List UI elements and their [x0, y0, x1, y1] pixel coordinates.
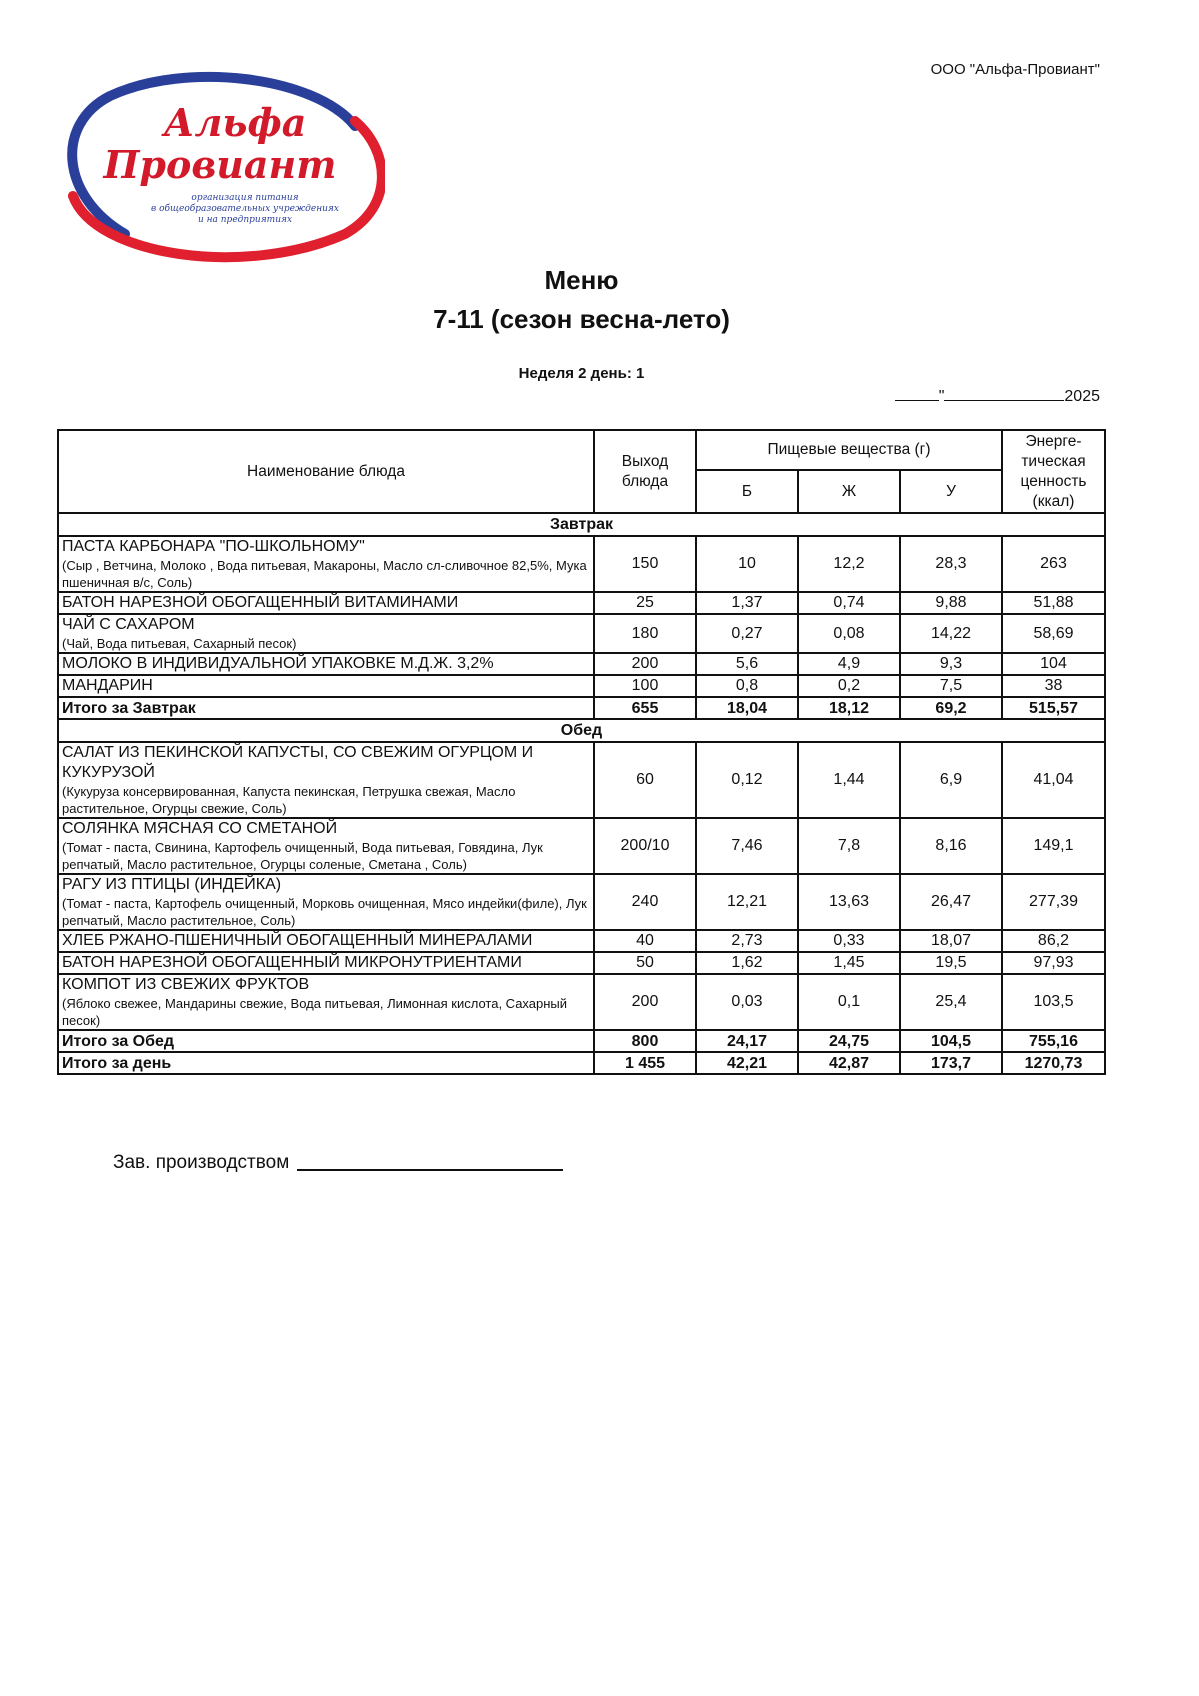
dish-zh: 12,2 — [798, 536, 900, 592]
section-total-row — [58, 1030, 1105, 1052]
section-total-u: 104,5 — [900, 1030, 1002, 1052]
col-header-output: Выход блюда — [594, 430, 696, 513]
dish-b: 0,12 — [696, 742, 798, 818]
col-header-carbs: У — [900, 470, 1002, 513]
dish-cell — [58, 653, 594, 675]
day-total-zh: 42,87 — [798, 1052, 900, 1074]
date-quote: " — [938, 388, 945, 405]
dish-cell — [58, 818, 594, 874]
dish-cell — [58, 675, 594, 697]
dish-row — [58, 952, 1105, 974]
dish-u: 26,47 — [900, 874, 1002, 930]
dish-kcal: 51,88 — [1002, 592, 1105, 614]
dish-ingredients: (Томат - паста, Свинина, Картофель очищенный, Вода питьевая, Говядина, Лук репчатый, Масло растительное, Огурцы соленые, Сметана , Соль) — [62, 840, 543, 872]
dish-u: 28,3 — [900, 536, 1002, 592]
dish-u: 8,16 — [900, 818, 1002, 874]
section-row — [58, 513, 1105, 536]
dish-kcal: 86,2 — [1002, 930, 1105, 952]
dish-cell — [58, 536, 594, 592]
dish-u: 6,9 — [900, 742, 1002, 818]
dish-output: 40 — [594, 930, 696, 952]
dish-b: 2,73 — [696, 930, 798, 952]
dish-ingredients: (Сыр , Ветчина, Молоко , Вода питьевая, Макароны, Масло сл-сливочное 82,5%, Мука пшеничная в/с, Соль) — [62, 558, 587, 590]
dish-row — [58, 818, 1105, 874]
dish-b: 1,37 — [696, 592, 798, 614]
dish-zh: 0,2 — [798, 675, 900, 697]
dish-output: 200/10 — [594, 818, 696, 874]
dish-u: 18,07 — [900, 930, 1002, 952]
dish-row — [58, 930, 1105, 952]
signature-block — [113, 1152, 563, 1174]
dish-row — [58, 675, 1105, 697]
day-total-row — [58, 1052, 1105, 1074]
dish-name: БАТОН НАРЕЗНОЙ ОБОГАЩЕННЫЙ ВИТАМИНАМИ — [62, 594, 459, 611]
dish-b: 1,62 — [696, 952, 798, 974]
dish-name: БАТОН НАРЕЗНОЙ ОБОГАЩЕННЫЙ МИКРОНУТРИЕНТАМИ — [62, 954, 522, 971]
section-total-label: Итого за Завтрак — [58, 697, 594, 719]
col-header-energy: Энерге-тическая ценность (ккал) — [1002, 430, 1105, 513]
col-header-protein: Б — [696, 470, 798, 513]
dish-row — [58, 974, 1105, 1030]
section-total-kcal: 755,16 — [1002, 1030, 1105, 1052]
section-total-zh: 24,75 — [798, 1030, 900, 1052]
dish-b: 0,27 — [696, 614, 798, 653]
section-total-row — [58, 697, 1105, 719]
dish-cell — [58, 614, 594, 653]
menu-table-body — [58, 513, 1105, 1074]
dish-zh: 7,8 — [798, 818, 900, 874]
dish-output: 100 — [594, 675, 696, 697]
dish-b: 10 — [696, 536, 798, 592]
section-total-zh: 18,12 — [798, 697, 900, 719]
col-header-fat: Ж — [798, 470, 900, 513]
dish-ingredients: (Чай, Вода питьевая, Сахарный песок) — [62, 636, 297, 651]
logo-tagline-3: и на предприятиях — [197, 215, 293, 225]
dish-kcal: 103,5 — [1002, 974, 1105, 1030]
section-title: Завтрак — [58, 513, 1105, 536]
dish-output: 180 — [594, 614, 696, 653]
dish-cell — [58, 592, 594, 614]
dish-name: ХЛЕБ РЖАНО-ПШЕНИЧНЫЙ ОБОГАЩЕННЫЙ МИНЕРАЛАМИ — [62, 932, 533, 949]
dish-u: 19,5 — [900, 952, 1002, 974]
dish-output: 60 — [594, 742, 696, 818]
day-total-label: Итого за день — [58, 1052, 594, 1074]
dish-output: 25 — [594, 592, 696, 614]
company-logo — [55, 66, 385, 268]
dish-ingredients: (Яблоко свежее, Мандарины свежие, Вода питьевая, Лимонная кислота, Сахарный песок) — [62, 996, 568, 1028]
logo-name-line1: Альфа — [163, 100, 307, 145]
dish-zh: 1,44 — [798, 742, 900, 818]
dish-name: САЛАТ ИЗ ПЕКИНСКОЙ КАПУСТЫ, СО СВЕЖИМ ОГУРЦОМ И КУКУРУЗОЙ — [62, 744, 534, 781]
dish-output: 200 — [594, 653, 696, 675]
dish-name: ПАСТА КАРБОНАРА "ПО-ШКОЛЬНОМУ" — [62, 538, 365, 555]
dish-b: 7,46 — [696, 818, 798, 874]
dish-row — [58, 536, 1105, 592]
dish-kcal: 58,69 — [1002, 614, 1105, 653]
dish-cell — [58, 952, 594, 974]
section-total-output: 800 — [594, 1030, 696, 1052]
dish-zh: 0,74 — [798, 592, 900, 614]
dish-zh: 1,45 — [798, 952, 900, 974]
dish-u: 7,5 — [900, 675, 1002, 697]
col-header-name: Наименование блюда — [58, 430, 594, 513]
day-total-u: 173,7 — [900, 1052, 1002, 1074]
dish-name: РАГУ ИЗ ПТИЦЫ (ИНДЕЙКА) — [62, 876, 282, 893]
page-subtitle: 7-11 (сезон весна-лето) — [433, 304, 730, 334]
dish-kcal: 104 — [1002, 653, 1105, 675]
dish-u: 9,3 — [900, 653, 1002, 675]
dish-b: 0,8 — [696, 675, 798, 697]
signature-line — [297, 1169, 563, 1171]
dish-ingredients: (Томат - паста, Картофель очищенный, Морковь очищенная, Мясо индейки(филе), Лук репчатый, Масло растительное, Соль) — [62, 896, 587, 928]
dish-row — [58, 874, 1105, 930]
section-total-b: 24,17 — [696, 1030, 798, 1052]
week-day-label: Неделя 2 день: 1 — [518, 365, 645, 382]
day-total-kcal: 1270,73 — [1002, 1052, 1105, 1074]
dish-kcal: 277,39 — [1002, 874, 1105, 930]
col-header-nutrients: Пищевые вещества (г) — [696, 430, 1002, 470]
dish-row — [58, 653, 1105, 675]
logo-name-line2: Провиант — [103, 142, 337, 187]
dish-cell — [58, 742, 594, 818]
dish-ingredients: (Кукуруза консервированная, Капуста пекинская, Петрушка свежая, Масло растительное, Огурцы свежие, Соль) — [62, 784, 516, 816]
dish-zh: 4,9 — [798, 653, 900, 675]
dish-output: 240 — [594, 874, 696, 930]
signature-label: Зав. производством — [113, 1152, 290, 1173]
date-year: 2025 — [1064, 388, 1100, 405]
dish-name: СОЛЯНКА МЯСНАЯ СО СМЕТАНОЙ — [62, 820, 338, 837]
dish-b: 0,03 — [696, 974, 798, 1030]
dish-kcal: 41,04 — [1002, 742, 1105, 818]
dish-cell — [58, 930, 594, 952]
dish-row — [58, 614, 1105, 653]
section-title: Обед — [58, 719, 1105, 742]
dish-cell — [58, 974, 594, 1030]
dish-name: МАНДАРИН — [62, 677, 153, 694]
dish-zh: 0,1 — [798, 974, 900, 1030]
dish-u: 9,88 — [900, 592, 1002, 614]
dish-kcal: 149,1 — [1002, 818, 1105, 874]
dish-name: КОМПОТ ИЗ СВЕЖИХ ФРУКТОВ — [62, 976, 310, 993]
date-day-blank — [895, 386, 939, 401]
dish-output: 50 — [594, 952, 696, 974]
dish-cell — [58, 874, 594, 930]
company-name: ООО "Альфа-Провиант" — [930, 61, 1100, 78]
dish-kcal: 263 — [1002, 536, 1105, 592]
dish-u: 14,22 — [900, 614, 1002, 653]
dish-name: ЧАЙ С САХАРОМ — [62, 616, 195, 633]
day-total-b: 42,21 — [696, 1052, 798, 1074]
dish-zh: 0,08 — [798, 614, 900, 653]
section-total-u: 69,2 — [900, 697, 1002, 719]
dish-b: 12,21 — [696, 874, 798, 930]
day-total-output: 1 455 — [594, 1052, 696, 1074]
dish-kcal: 97,93 — [1002, 952, 1105, 974]
section-total-label: Итого за Обед — [58, 1030, 594, 1052]
dish-row — [58, 742, 1105, 818]
date-month-blank — [944, 386, 1064, 401]
dish-name: МОЛОКО В ИНДИВИДУАЛЬНОЙ УПАКОВКЕ М.Д.Ж. 3,2% — [62, 655, 494, 672]
dish-zh: 0,33 — [798, 930, 900, 952]
dish-b: 5,6 — [696, 653, 798, 675]
dish-zh: 13,63 — [798, 874, 900, 930]
section-total-output: 655 — [594, 697, 696, 719]
dish-kcal: 38 — [1002, 675, 1105, 697]
dish-output: 150 — [594, 536, 696, 592]
dish-output: 200 — [594, 974, 696, 1030]
section-row — [58, 719, 1105, 742]
dish-row — [58, 592, 1105, 614]
logo-tagline-1: организация питания — [191, 193, 299, 203]
page-title: Меню — [544, 265, 619, 295]
logo-tagline-2: в общеобразовательных учреждениях — [151, 204, 339, 214]
date-line — [895, 386, 1100, 406]
menu-table — [57, 429, 1106, 1075]
section-total-b: 18,04 — [696, 697, 798, 719]
section-total-kcal: 515,57 — [1002, 697, 1105, 719]
dish-u: 25,4 — [900, 974, 1002, 1030]
